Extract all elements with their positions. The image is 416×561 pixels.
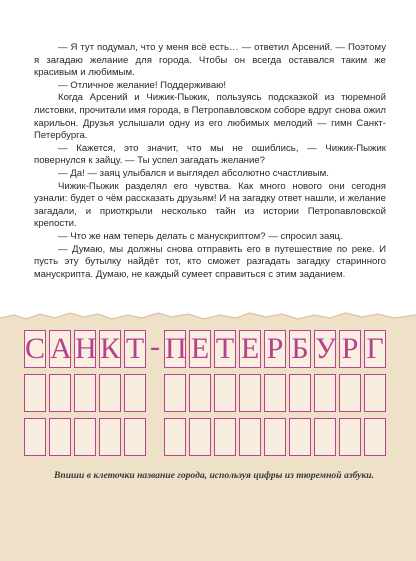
empty-cell[interactable]	[214, 418, 236, 456]
answer-letter: Т	[215, 332, 235, 365]
empty-cell[interactable]	[124, 374, 146, 412]
empty-cell[interactable]	[364, 374, 386, 412]
empty-cell[interactable]	[314, 418, 336, 456]
empty-cell[interactable]	[74, 418, 96, 456]
letter-cell[interactable]	[339, 330, 361, 368]
empty-cell[interactable]	[164, 418, 186, 456]
empty-cell[interactable]	[264, 374, 286, 412]
empty-cell[interactable]	[189, 374, 211, 412]
answer-letter: Б	[291, 332, 309, 365]
answer-letter: А	[50, 332, 72, 365]
empty-cell[interactable]	[24, 374, 46, 412]
empty-cell[interactable]	[214, 374, 236, 412]
answer-letter: Н	[75, 332, 97, 365]
empty-cell[interactable]	[264, 418, 286, 456]
paragraph: Чижик-Пыжик разделял его чувства. Как много нового они сегодня узнали: будет о чём рассказать друзьям! И на загадку ответ нашли, и желание загадали, и приоткрыли несколько тайн из истории Петропавловской крепости.	[34, 180, 386, 230]
letter-cell[interactable]	[239, 330, 261, 368]
empty-cell[interactable]	[74, 374, 96, 412]
empty-cell[interactable]	[99, 374, 121, 412]
answer-letter: Е	[190, 332, 210, 365]
answer-letter: У	[315, 332, 337, 365]
empty-cell[interactable]	[24, 418, 46, 456]
letter-cell[interactable]	[289, 330, 311, 368]
answer-letter: К	[100, 332, 121, 365]
answer-letter: Р	[341, 332, 359, 365]
paragraph: — Отличное желание! Поддерживаю!	[58, 79, 227, 91]
paragraph: — Я тут подумал, что у меня всё есть… — ответил Арсений. — Поэтому я загадаю желание для города. Чтобы он всегда оставался таким же красивым и любимым.	[34, 42, 386, 79]
empty-cell[interactable]	[49, 418, 71, 456]
letter-cell[interactable]	[164, 330, 186, 368]
letter-cell[interactable]	[264, 330, 286, 368]
letter-cell[interactable]	[189, 330, 211, 368]
paragraph: — Думаю, мы должны снова отправить его в путешествие по реке. И пусть эту бутылку найдёт тот, кто сможет разгадать загадку старинного манускрипта. Думаю, не каждый сумеет справиться с этим заданием.	[34, 243, 386, 280]
empty-cell[interactable]	[289, 418, 311, 456]
paragraph: — Кажется, это значит, что мы не ошиблись, — Чижик-Пыжик повернулся к зайцу. — Ты успел загадать желание?	[34, 142, 386, 167]
paragraph: Когда Арсений и Чижик-Пыжик, пользуясь подсказкой из тюремной листовки, прочитали имя города, в Петропавловском соборе вдруг снова ожил карильон. Друзья услышали одну из его любимых мелодий — гимн Санкт-Петербурга.	[34, 92, 386, 142]
letter-cell[interactable]	[214, 330, 236, 368]
paragraph: — Что же нам теперь делать с манускриптом? — спросил заяц.	[58, 230, 343, 242]
paragraph: — Да! — заяц улыбался и выглядел абсолютно счастливым.	[58, 167, 329, 179]
letter-cell[interactable]	[124, 330, 146, 368]
empty-cell[interactable]	[189, 418, 211, 456]
empty-cell[interactable]	[364, 418, 386, 456]
letter-cell[interactable]	[364, 330, 386, 368]
hyphen-separator: -	[150, 330, 160, 363]
letter-cell[interactable]	[74, 330, 96, 368]
answer-letter: Т	[125, 332, 145, 365]
empty-cell[interactable]	[164, 374, 186, 412]
letter-cell[interactable]	[314, 330, 336, 368]
answer-row	[24, 330, 394, 370]
empty-cell[interactable]	[339, 418, 361, 456]
empty-cell[interactable]	[99, 418, 121, 456]
answer-letter: П	[165, 332, 187, 365]
letter-cell[interactable]	[24, 330, 46, 368]
empty-answer-row	[24, 374, 394, 414]
empty-answer-row	[24, 418, 394, 458]
empty-cell[interactable]	[239, 418, 261, 456]
answer-letter: Е	[240, 332, 260, 365]
letter-cell[interactable]	[49, 330, 71, 368]
empty-cell[interactable]	[239, 374, 261, 412]
answer-letter: С	[25, 332, 46, 365]
puzzle-instruction: Впиши в клеточки название города, используя цифры из тюремной азбуки.	[53, 470, 375, 481]
empty-cell[interactable]	[314, 374, 336, 412]
empty-cell[interactable]	[339, 374, 361, 412]
torn-paper-edge	[0, 304, 416, 330]
answer-letter: Г	[366, 332, 384, 365]
empty-cell[interactable]	[289, 374, 311, 412]
answer-letter: Р	[266, 332, 284, 365]
empty-cell[interactable]	[124, 418, 146, 456]
letter-cell[interactable]	[99, 330, 121, 368]
story-text	[34, 42, 386, 281]
empty-cell[interactable]	[49, 374, 71, 412]
